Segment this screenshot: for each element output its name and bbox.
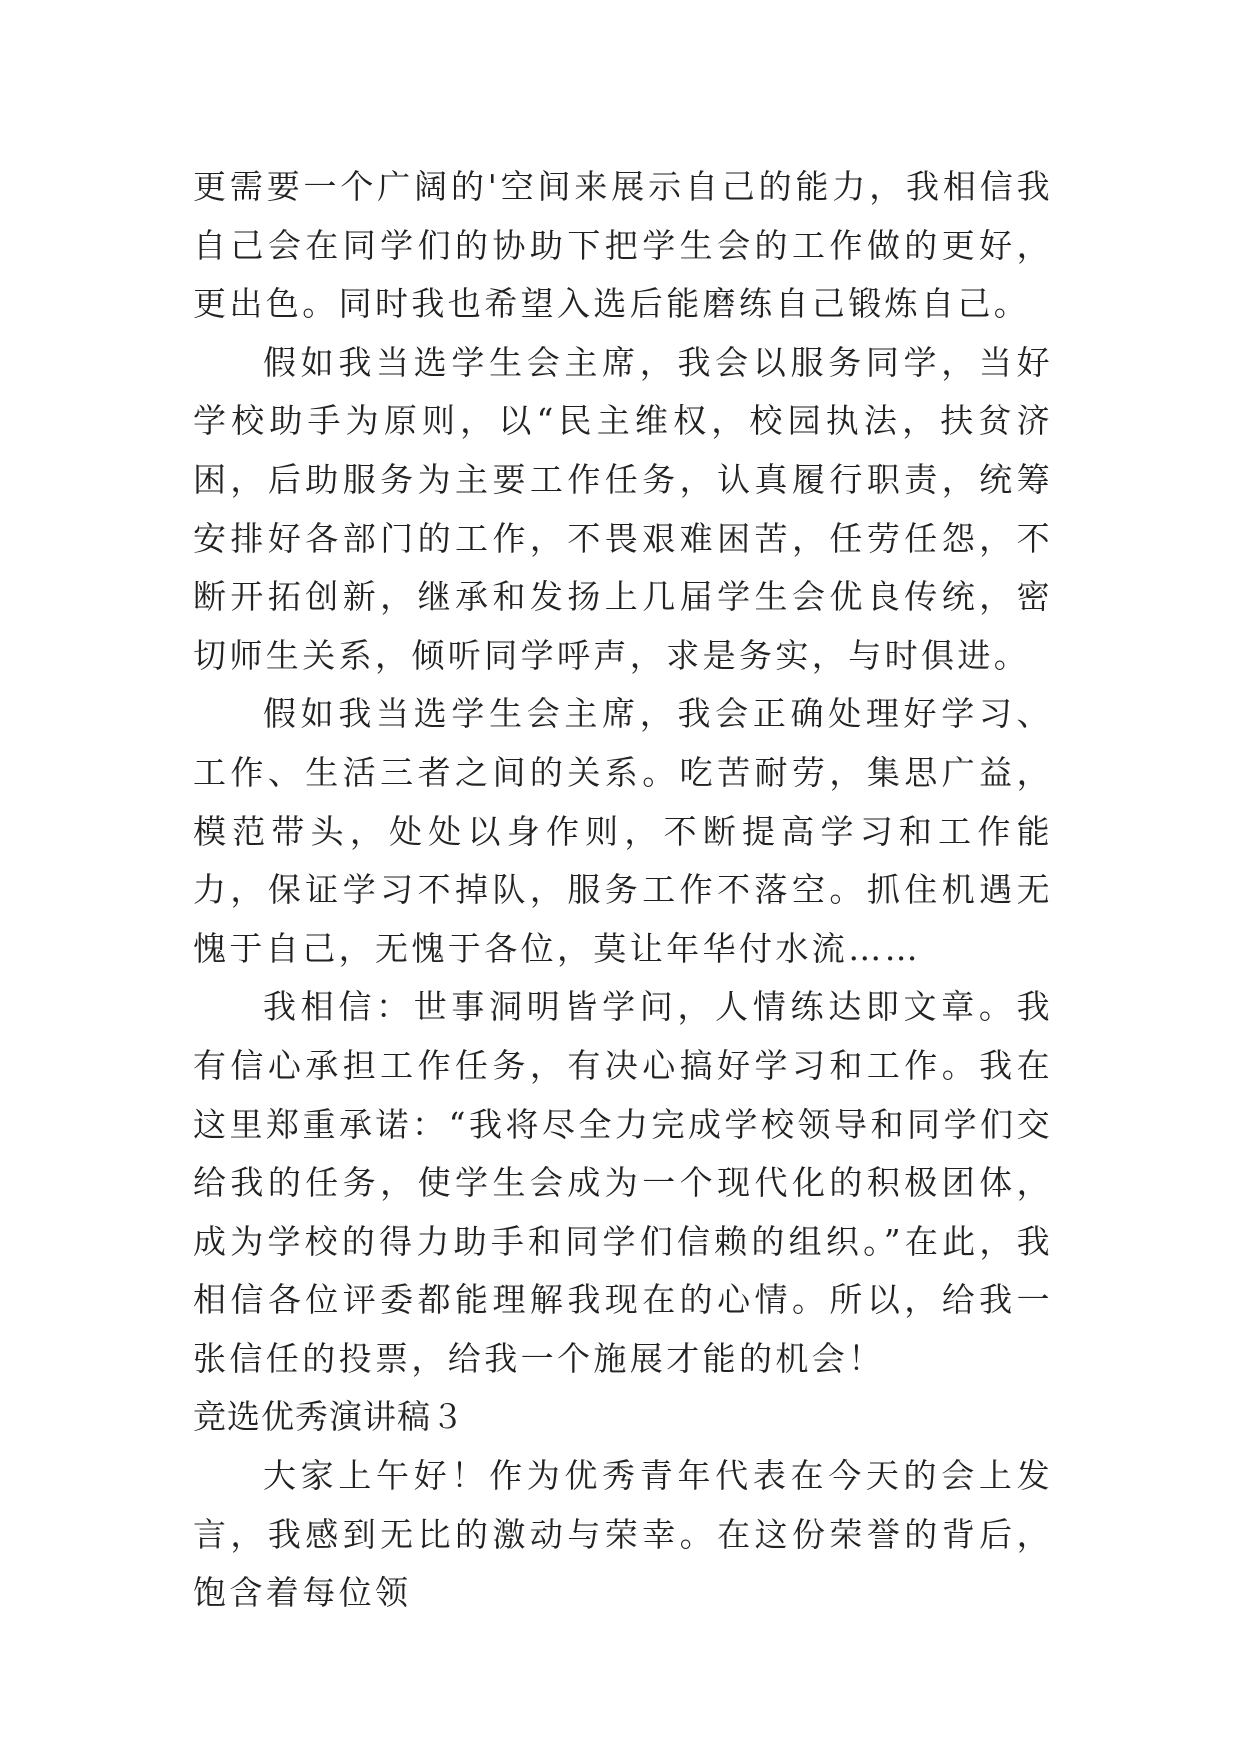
- paragraph-speech-opening: 大家上午好！作为优秀青年代表在今天的会上发言，我感到无比的激动与荣幸。在这份荣誉的背后，饱含着每位领: [193, 1456, 1053, 1613]
- document-body: [193, 158, 1053, 1623]
- paragraph-continuation: 更需要一个广阔的'空间来展示自己的能力，我相信我自己会在同学们的协助下把学生会的工作做的更好，更出色。同时我也希望入选后能磨练自己锻炼自己。: [193, 167, 1053, 324]
- paragraph-principles: 假如我当选学生会主席，我会以服务同学，当好学校助手为原则，以“民主维权，校园执法，扶贫济困，后助服务为主要工作任务，认真履行职责，统筹安排好各部门的工作，不畏艰难困苦，任劳任怨，不断开拓创新，继承和发扬上几届学生会优良传统，密切师生关系，倾听同学呼声，求是务实，与时俱进。: [193, 342, 1053, 675]
- paragraph-pledge: 我相信：世事洞明皆学问，人情练达即文章。我有信心承担工作任务，有决心搞好学习和工作。我在这里郑重承诺：“我将尽全力完成学校领导和同学们交给我的任务，使学生会成为一个现代化的积极团体，成为学校的得力助手和同学们信赖的组织。”在此，我相信各位评委都能理解我现在的心情。所以，给我一张信任的投票，给我一个施展才能的机会！: [193, 987, 1053, 1378]
- paragraph-balance: 假如我当选学生会主席，我会正确处理好学习、工作、生活三者之间的关系。吃苦耐劳，集思广益，模范带头，处处以身作则，不断提高学习和工作能力，保证学习不掉队，服务工作不落空。抓住机遇无愧于自己，无愧于各位，莫让年华付水流……: [193, 694, 1053, 968]
- section-heading: 竞选优秀演讲稿３: [193, 1397, 465, 1437]
